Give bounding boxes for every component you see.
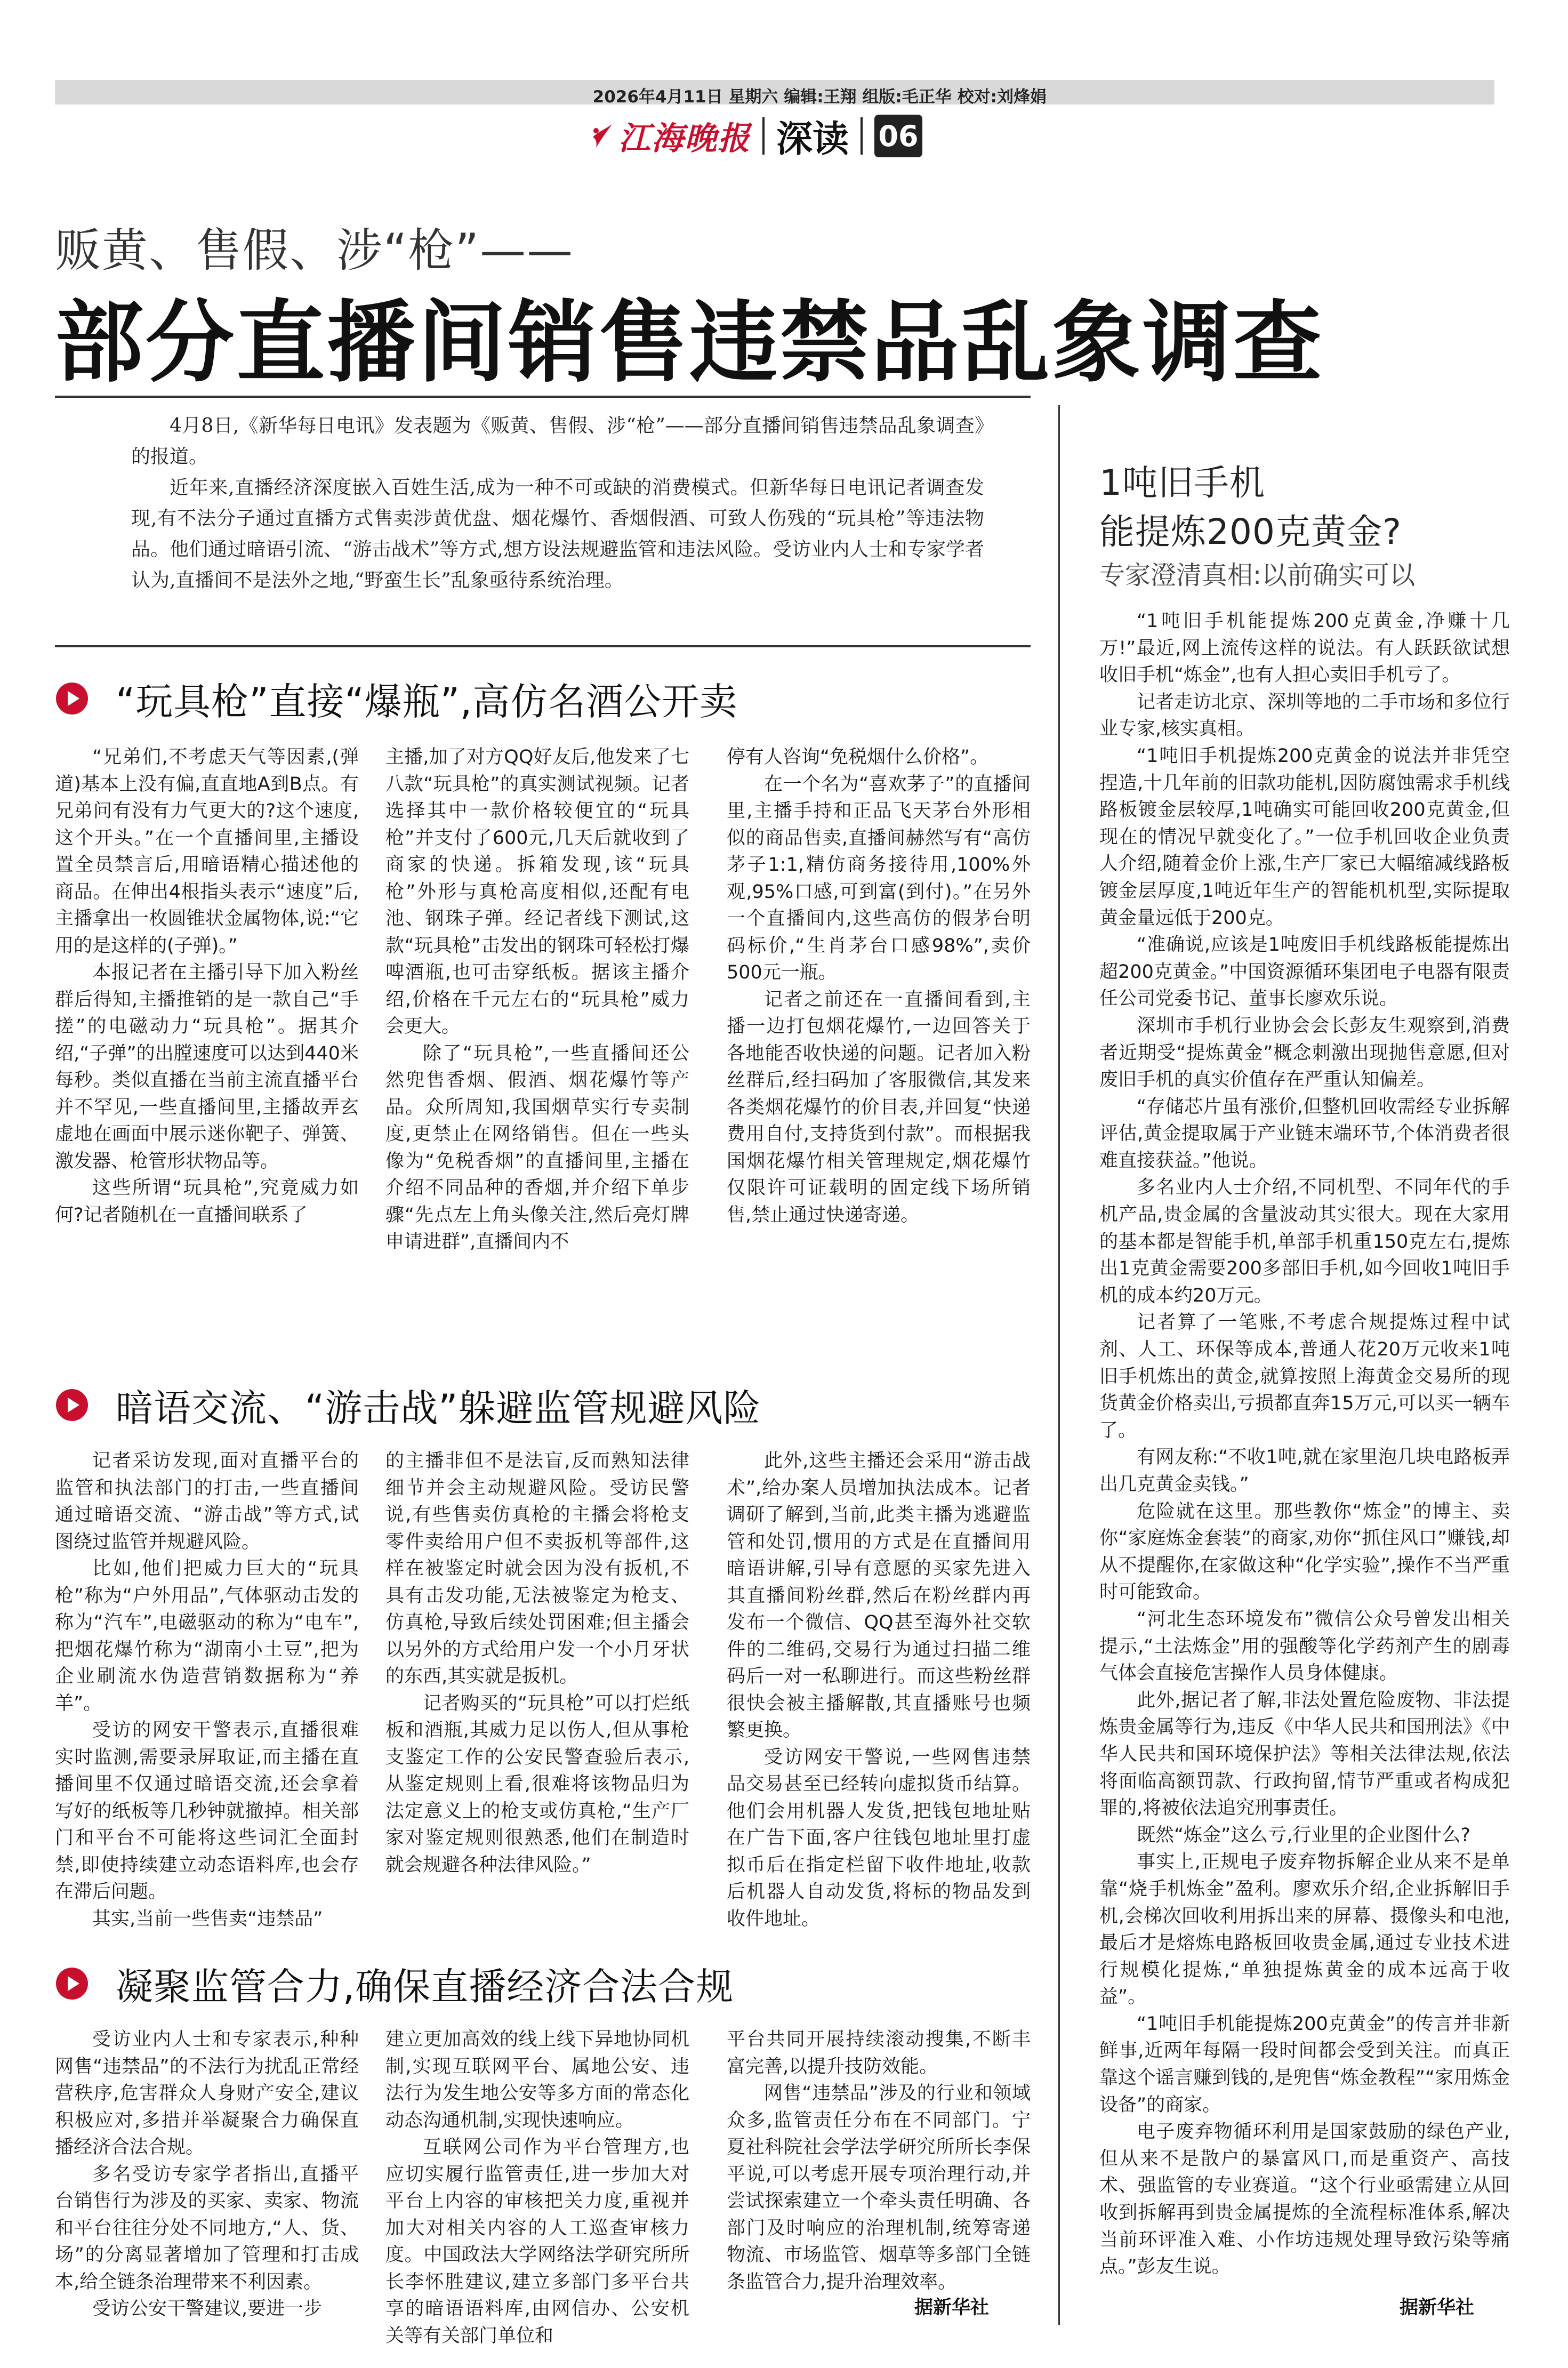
- article-column: [727, 2026, 1031, 2293]
- paper-name: 江海晚报: [618, 120, 751, 157]
- section-heading: [55, 1954, 1031, 2013]
- header-info: 2026年4月11日 星期六 编辑:王翔 组版:毛正华 校对:刘烽娟: [592, 87, 1047, 107]
- sidebar-column: [1099, 608, 1510, 2293]
- section-title: 暗语交流、“游击战”躲避监管规避风险: [116, 1386, 761, 1430]
- article-column: [55, 2026, 359, 2319]
- section-heading: [55, 669, 1031, 728]
- paragraph: 有网友称:“不收1吨,就在家里泡几块电路板弄出几克黄金卖钱。”: [1099, 1447, 1510, 1495]
- paragraph: 比如,他们把威力巨大的“玩具枪”称为“户外用品”,气体驱动击发的称为“汽车”,电磁驱动的称为“电车”,把烟花爆竹称为“湖南小土豆”,把为企业刷流水伪造营销数据称为“养羊”。: [55, 1558, 359, 1714]
- paragraph: 受访网安干警说,一些网售违禁品交易甚至已经转向虚拟货币结算。他们会用机器人发货,把钱包地址贴在广告下面,客户往钱包地址里打虚拟币后在指定栏留下收件地址,收款后机器人自动发货,将标的物品发到收件地址。: [727, 1746, 1031, 1930]
- paragraph: 除了“玩具枪”,一些直播间还公然兜售香烟、假酒、烟花爆竹等产品。众所周知,我国烟草实行专卖制度,更禁止在网络销售。但在一些头像为“免税香烟”的直播间里,主播在介绍不同品种的香烟,并介绍下单步骤“先点左上角头像关注,然后亮灯牌申请进群”,直播间内不: [385, 1042, 689, 1253]
- paragraph: 在一个名为“喜欢茅子”的直播间里,主播手持和正品飞天茅台外形相似的商品售卖,直播间赫然写有“高仿茅子1:1,精仿商务接待用,100%外观,95%口感,可到富(到付)。”在另外一个直播间内,这些高仿的假茅台明码标价,“生肖茅台口感98%”,卖价500元一瓶。: [727, 773, 1031, 983]
- sidebar-byline: 据新华社: [1400, 2297, 1475, 2318]
- paragraph: “1吨旧手机能提炼200克黄金”的传言并非新鲜事,近两年每隔一段时间都会受到关注。而真正靠这个谣言赚到钱的,是兜售“炼金教程”“家用炼金设备”的商家。: [1099, 2013, 1510, 2116]
- paragraph: 此外,据记者了解,非法处置危险废物、非法提炼贵金属等行为,违反《中华人民共和国刑法》《中华人民共和国环境保护法》等相关法律法规,依法将面临高额罚款、行政拘留,情节严重或者构成犯罪的,将被依法追究刑事责任。: [1099, 1689, 1510, 1819]
- paragraph: 这些所谓“玩具枪”,究竟威力如何?记者随机在一直播间联系了: [55, 1177, 359, 1226]
- paragraph: “1吨旧手机能提炼200克黄金,净赚十几万!”最近,网上流传这样的说法。有人跃跃欲试想收旧手机“炼金”,也有人担心卖旧手机亏了。: [1099, 611, 1510, 686]
- paragraph: “存储芯片虽有涨价,但整机回收需经专业拆解评估,黄金提取属于产业链末端环节,个体消费者很难直接获益。”他说。: [1099, 1096, 1510, 1171]
- paragraph: 网售“违禁品”涉及的行业和领域众多,监管责任分布在不同部门。宁夏社科院社会学法学研究所所长李保平说,可以考虑开展专项治理行动,并尝试探索建立一个牵头责任明确、各部门及时响应的治理机制,统筹寄递物流、市场监管、烟草等多部门全链条监管合力,提升治理效率。: [727, 2083, 1031, 2293]
- paragraph: 建立更加高效的线上线下异地协同机制,实现互联网平台、属地公安、违法行为发生地公安等多方面的常态化动态沟通机制,实现快速响应。: [385, 2029, 689, 2131]
- play-arrow-icon: [55, 1966, 89, 2001]
- paragraph: 记者采访发现,面对直播平台的监管和执法部门的打击,一些直播间通过暗语交流、“游击战”等方式,试图绕过监管并规避风险。: [55, 1450, 359, 1553]
- play-arrow-icon: [55, 1388, 89, 1422]
- logo-swoosh-icon: [591, 121, 614, 151]
- headline-kicker: 贩黄、售假、涉“枪”——: [55, 224, 574, 277]
- paragraph: 受访的网安干警表示,直播很难实时监测,需要录屏取证,而主播在直播间里不仅通过暗语交流,还会拿着写好的纸板等几秒钟就撤掉。相关部门和平台不可能将这些词汇全面封禁,即使持续建立动态语料库,也会存在滞后问题。: [55, 1720, 359, 1903]
- paragraph: 电子废弃物循环利用是国家鼓励的绿色产业,但从来不是散户的暴富风口,而是重资产、高技术、强监管的专业赛道。“这个行业亟需建立从回收到拆解再到贵金属提炼的全流程标准体系,解决当前环评准入难、小作坊违规处理导致污染等痛点。”彭友生说。: [1099, 2121, 1510, 2278]
- paragraph: 记者走访北京、深圳等地的二手市场和多位行业专家,核实真相。: [1099, 691, 1510, 740]
- sidebar-title-line: 1吨旧手机: [1099, 462, 1265, 503]
- page-number: 06: [874, 115, 922, 157]
- paragraph: 互联网公司作为平台管理方,也应切实履行监管责任,进一步加大对平台上内容的审核把关力度,重视并加大对相关内容的人工巡查审核力度。中国政法大学网络法学研究所所长李怀胜建议,建立多部门多平台共享的暗语语料库,由网信办、公安机关等有关部门单位和: [385, 2137, 689, 2347]
- paragraph: 受访公安干警建议,要进一步: [92, 2298, 323, 2319]
- paragraph: 记者算了一笔账,不考虑合规提炼过程中试剂、人工、环保等成本,普通人花20万元收来1吨旧手机炼出的黄金,就算按照上海黄金交易所的现货黄金价格卖出,亏损都直奔15万元,可以买一辆车了。: [1099, 1312, 1510, 1441]
- section-title: “玩具枪”直接“爆瓶”,高仿名酒公开卖: [116, 679, 738, 724]
- article-byline: 据新华社: [914, 2297, 990, 2318]
- play-arrow-icon: [55, 681, 89, 716]
- paragraph: 多名业内人士介绍,不同机型、不同年代的手机产品,贵金属的含量波动其实很大。现在大家用的基本都是智能手机,单部手机重150克左右,提炼出1克黄金需要200多部旧手机,如今回收1吨旧手机的成本约20万元。: [1099, 1177, 1510, 1306]
- masthead-divider: [861, 117, 863, 155]
- divider-rule: [55, 645, 1031, 647]
- column-divider: [1058, 405, 1060, 2325]
- divider-rule: [55, 396, 1031, 398]
- paragraph: 记者之前还在一直播间看到,主播一边打包烟花爆竹,一边回答关于各地能否收快递的问题。记者加入粉丝群后,经扫码加了客服微信,其发来各类烟花爆竹的价目表,并回复“快递费用自付,支持货到付款”。而根据我国烟花爆竹相关管理规定,烟花爆竹仅限许可证载明的固定线下场所销售,禁止通过快递寄递。: [727, 989, 1031, 1226]
- paragraph: 本报记者在主播引导下加入粉丝群后得知,主播推销的是一款自己“手搓”的电磁动力“玩具枪”。据其介绍,“子弹”的出膛速度可以达到440米每秒。类似直播在当前主流直播平台并不罕见,一些直播间里,主播故弄玄虚地在画面中展示迷你靶子、弹簧、激发器、枪管形状物品等。: [55, 962, 359, 1172]
- article-column: [55, 1448, 359, 1960]
- article-column: [385, 744, 689, 1378]
- lead-paragraphs: [131, 411, 984, 596]
- article-column: [385, 1448, 689, 1960]
- paragraph: 危险就在这里。那些教你“炼金”的博主、卖你“家庭炼金套装”的商家,劝你“抓住风口”赚钱,却从不提醒你,在家做这种“化学实验”,操作不当严重时可能致命。: [1099, 1500, 1510, 1603]
- paragraph: 主播,加了对方QQ好友后,他发来了七八款“玩具枪”的真实测试视频。记者选择其中一款价格较便宜的“玩具枪”并支付了600元,几天后就收到了商家的快递。拆箱发现,该“玩具枪”外形与真枪高度相似,还配有电池、钢珠子弹。经记者线下测试,这款“玩具枪”击发出的钢珠可轻松打爆啤酒瓶,也可击穿纸板。据该主播介绍,价格在千元左右的“玩具枪”威力会更大。: [385, 746, 689, 1037]
- sidebar-subtitle: 专家澄清真相:以前确实可以: [1099, 560, 1416, 590]
- paragraph: 事实上,正规电子废弃物拆解企业从来不是单靠“烧手机炼金”盈利。廖欢乐介绍,企业拆解旧手机,会梯次回收利用拆出来的屏幕、摄像头和电池,最后才是熔炼电路板回收贵金属,通过专业技术进行规模化提炼,“单独提炼黄金的成本远高于收益”。: [1099, 1851, 1510, 2008]
- header-bar: [55, 80, 1494, 105]
- masthead-divider: [762, 117, 765, 155]
- section-heading: [55, 1376, 1031, 1434]
- headline-title: 部分直播间销售违禁品乱象调查: [55, 292, 1324, 395]
- paragraph: 停有人咨询“免税烟什么价格”。: [727, 746, 989, 768]
- paragraph: “河北生态环境发布”微信公众号曾发出相关提示,“土法炼金”用的强酸等化学药剂产生的剧毒气体会直接危害操作人员身体健康。: [1099, 1608, 1510, 1684]
- sidebar-title-line: 能提炼200克黄金?: [1099, 511, 1402, 552]
- section-name: 深读: [776, 117, 849, 160]
- sidebar-title: [1099, 459, 1402, 557]
- paragraph: “1吨旧手机提炼200克黄金的说法并非凭空捏造,十几年前的旧款功能机,因防腐蚀需求手机线路板镀金层较厚,1吨确实可能回收200克黄金,但现在的情况早就变化了。”一位手机回收企业负责人介绍,随着金价上涨,生产厂家已大幅缩减线路板镀金层厚度,1吨近年生产的智能机机型,实际提取黄金量远低于200克。: [1099, 745, 1510, 929]
- article-column: [727, 744, 1031, 1378]
- paragraph: 平台共同开展持续滚动搜集,不断丰富完善,以提升技防效能。: [727, 2029, 1031, 2077]
- lead-paragraph: 4月8日,《新华每日电讯》发表题为《贩黄、售假、涉“枪”——部分直播间销售违禁品乱象调查》的报道。: [131, 415, 984, 468]
- article-column: [727, 1448, 1031, 1960]
- paragraph: 此外,这些主播还会采用“游击战术”,给办案人员增加执法成本。记者调研了解到,当前,此类主播为逃避监管和处罚,惯用的方式是在直播间用暗语讲解,引导有意愿的买家先进入其直播间粉丝群,然后在粉丝群内再发布一个微信、QQ甚至海外社交软件的二维码,交易行为通过扫描二维码后一对一私聊进行。而这些粉丝群很快会被主播解散,其直播账号也频繁更换。: [727, 1450, 1031, 1741]
- article-column: [55, 744, 359, 1378]
- paragraph: “兄弟们,不考虑天气等因素,(弹道)基本上没有偏,直直地A到B点。有兄弟问有没有力气更大的?这个速度,这个开头。”在一个直播间里,主播设置全员禁言后,用暗语精心描述他的商品。在伸出4根指头表示“速度”后,主播拿出一枚圆锥状金属物体,说:“它用的是这样的(子弹)。”: [55, 746, 359, 957]
- article-column: [385, 2026, 689, 2347]
- section-title: 凝聚监管合力,确保直播经济合法合规: [116, 1964, 734, 2009]
- paragraph: 的主播非但不是法盲,反而熟知法律细节并会主动规避风险。受访民警说,有些售卖仿真枪的主播会将枪支零件卖给用户但不卖扳机等部件,这样在被鉴定时就会因为没有扳机,不具有击发功能,无法被鉴定为枪支、仿真枪,导致后续处罚困难;但主播会以另外的方式给用户发一个小月牙状的东西,其实就是扳机。: [385, 1450, 689, 1687]
- masthead: [591, 112, 922, 160]
- paragraph: 多名受访专家学者指出,直播平台销售行为涉及的买家、卖家、物流和平台往往分处不同地方,“人、货、场”的分离显著增加了管理和打击成本,给全链条治理带来不利因素。: [55, 2163, 359, 2293]
- paragraph: 记者购买的“玩具枪”可以打烂纸板和酒瓶,其威力足以伤人,但从事枪支鉴定工作的公安民警查验后表示,从鉴定规则上看,很难将该物品归为法定意义上的枪支或仿真枪,“生产厂家对鉴定规则很熟悉,他们在制造时就会规避各种法律风险。”: [385, 1692, 689, 1876]
- paragraph: 深圳市手机行业协会会长彭友生观察到,消费者近期受“提炼黄金”概念刺激出现抛售意愿,但对废旧手机的真实价值存在严重认知偏差。: [1099, 1015, 1510, 1091]
- lead-paragraph: 近年来,直播经济深度嵌入百姓生活,成为一种不可或缺的消费模式。但新华每日电讯记者调查发现,有不法分子通过直播方式售卖涉黄优盘、烟花爆竹、香烟假酒、可致人伤残的“玩具枪”等违法物品。他们通过暗语引流、“游击战术”等方式,想方设法规避监管和违法风险。受访业内人士和专家学者认为,直播间不是法外之地,“野蛮生长”乱象亟待系统治理。: [131, 477, 984, 591]
- paragraph: “准确说,应该是1吨废旧手机线路板能提炼出超200克黄金。”中国资源循环集团电子电器有限责任公司党委书记、董事长廖欢乐说。: [1099, 934, 1510, 1010]
- paragraph: 受访业内人士和专家表示,种种网售“违禁品”的不法行为扰乱正常经营秩序,危害群众人身财产安全,建议积极应对,多措并举凝聚合力确保直播经济合法合规。: [55, 2029, 359, 2158]
- paragraph: 其实,当前一些售卖“违禁品”: [92, 1908, 323, 1930]
- paragraph: 既然“炼金”这么亏,行业里的企业图什么?: [1137, 1824, 1470, 1846]
